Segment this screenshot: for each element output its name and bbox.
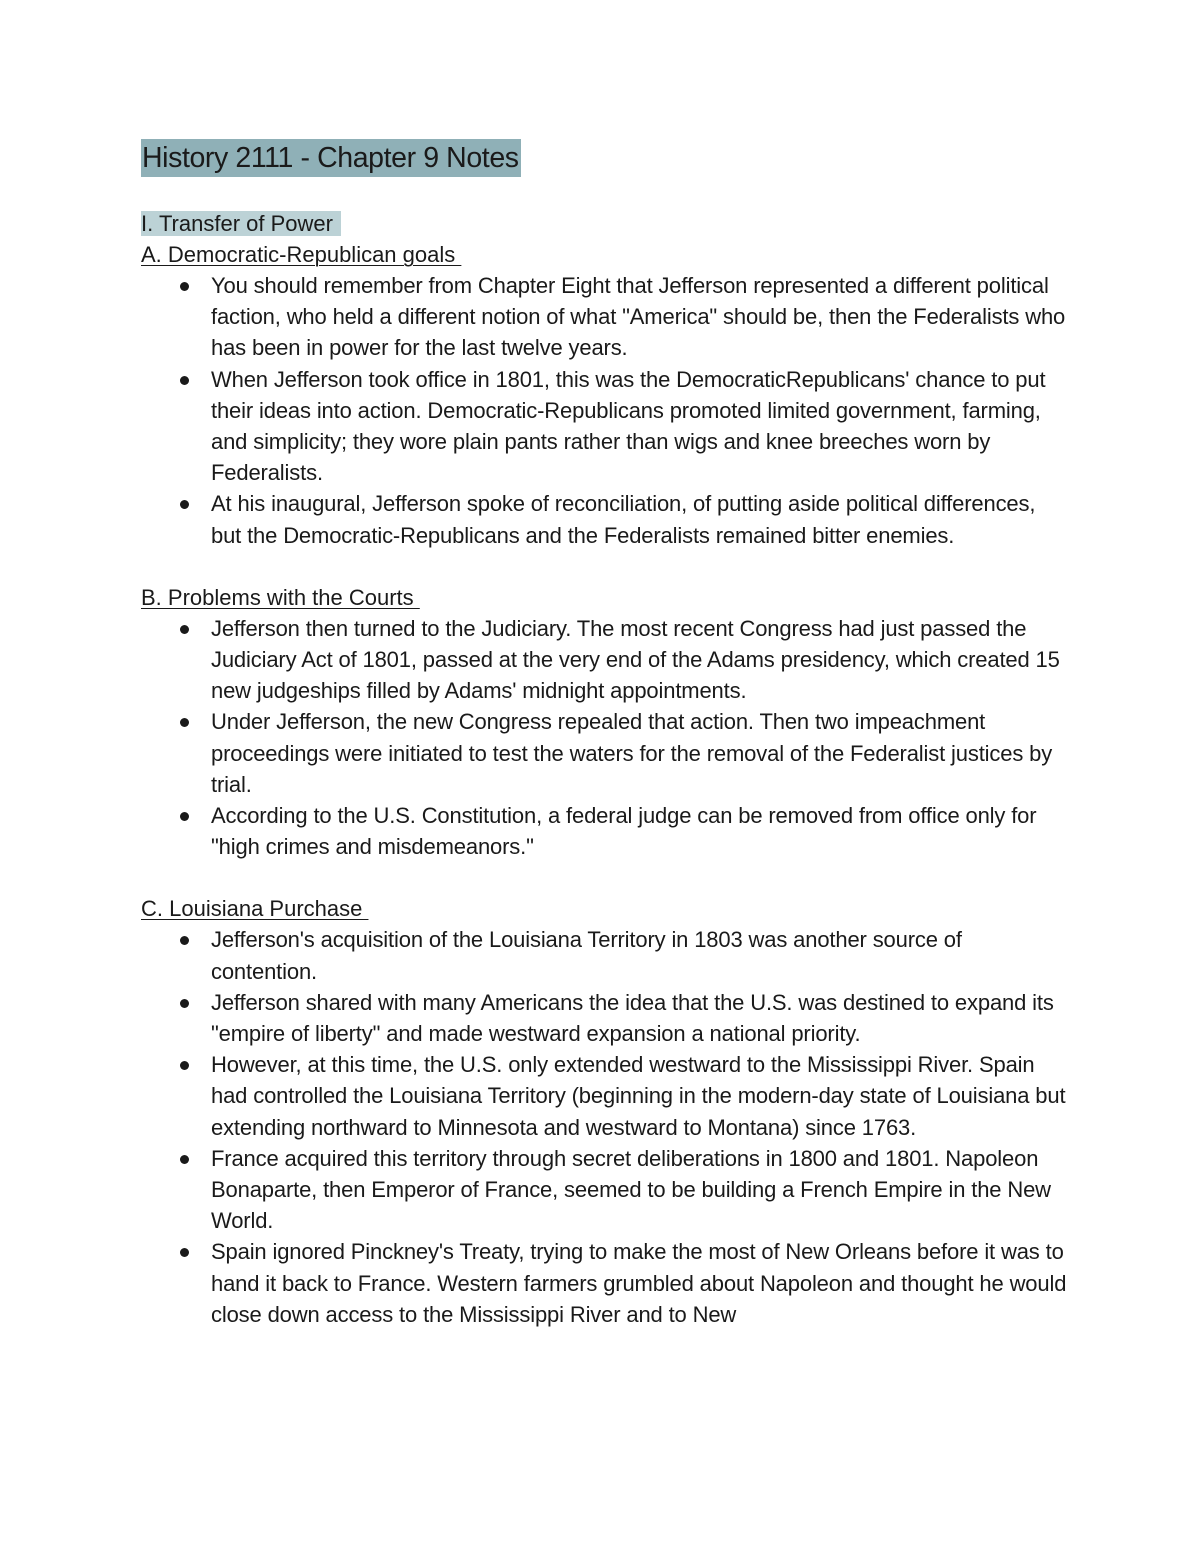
bullet-item bbox=[141, 270, 1071, 364]
bullet-dot-icon bbox=[180, 500, 189, 509]
bullet-item bbox=[141, 488, 1071, 550]
bullet-dot-icon bbox=[180, 999, 189, 1008]
bullet-text: You should remember from Chapter Eight that Jefferson represented a different political faction, who held a different notion of what "America" should be, then the Federalists who has been in power for the last twelve years. bbox=[211, 273, 1066, 361]
bullet-item bbox=[141, 613, 1071, 707]
bullet-dot-icon bbox=[180, 936, 189, 945]
bullet-dot-icon bbox=[180, 282, 189, 291]
bullet-list-c bbox=[141, 924, 1071, 1330]
bullet-dot-icon bbox=[180, 1061, 189, 1070]
bullet-item bbox=[141, 1049, 1071, 1143]
bullet-text: Jefferson shared with many Americans the idea that the U.S. was destined to expand its "empire of liberty" and made westward expansion a national priority. bbox=[211, 989, 1054, 1047]
bullet-text: Spain ignored Pinckney's Treaty, trying to make the most of New Orleans before it was to hand it back to France. Western farmers grumbled about Napoleon and thought he would close down access to the Mississippi River and to New bbox=[211, 1239, 1067, 1327]
subsection-heading-b: B. Problems with the Courts bbox=[141, 584, 420, 610]
bullet-item bbox=[141, 987, 1071, 1049]
subsection-heading-a: A. Democratic-Republican goals bbox=[141, 242, 462, 267]
bullet-item bbox=[141, 1143, 1071, 1237]
document-page bbox=[141, 139, 1071, 1330]
bullet-text: When Jefferson took office in 1801, this was the DemocraticRepublicans' chance to put their ideas into action. Democratic-Republicans promoted limited government, farming, and simplicity; they wore plain pants rather than wigs and knee breeches worn by Federalists. bbox=[211, 366, 1046, 486]
page-title: History 2111 - Chapter 9 Notes bbox=[141, 139, 521, 177]
bullet-item bbox=[141, 924, 1071, 986]
bullet-text: According to the U.S. Constitution, a federal judge can be removed from office only for "high crimes and misdemeanors." bbox=[211, 803, 1037, 860]
bullet-dot-icon bbox=[180, 812, 189, 821]
bullet-text: However, at this time, the U.S. only extended westward to the Mississippi River. Spain had controlled the Louisiana Territory (beginning in the modern-day state of Louisiana but extending northward to Minnesota and westward to Montana) since 1763. bbox=[211, 1052, 1066, 1140]
subsection-heading-c: C. Louisiana Purchase bbox=[141, 896, 369, 922]
bullet-dot-icon bbox=[180, 718, 189, 727]
bullet-dot-icon bbox=[180, 376, 189, 385]
bullet-text: Jefferson then turned to the Judiciary. The most recent Congress had just passed the Judiciary Act of 1801, passed at the very end of the Adams presidency, which created 15 new judgeships filled by Adams' midnight appointments. bbox=[211, 615, 1060, 704]
bullet-dot-icon bbox=[180, 1248, 189, 1257]
bullet-dot-icon bbox=[180, 1155, 189, 1164]
bullet-item bbox=[141, 706, 1071, 800]
bullet-item bbox=[141, 800, 1071, 862]
bullet-text: Under Jefferson, the new Congress repealed that action. Then two impeachment proceedings were initiated to test the waters for the removal of the Federalist justices by trial. bbox=[211, 709, 1053, 797]
bullet-item bbox=[141, 364, 1071, 489]
section-heading-text: I. Transfer of Power bbox=[141, 211, 341, 236]
section-heading bbox=[141, 208, 1071, 239]
bullet-text: France acquired this territory through secret deliberations in 1800 and 1801. Napoleon Bonaparte, then Emperor of France, seemed to be building a French Empire in the New World. bbox=[211, 1145, 1051, 1234]
bullet-text: At his inaugural, Jefferson spoke of reconciliation, of putting aside political differences, but the Democratic-Republicans and the Federalists remained bitter enemies. bbox=[211, 491, 1036, 548]
bullet-item bbox=[141, 1236, 1071, 1330]
bullet-dot-icon bbox=[180, 625, 189, 634]
bullet-list-b bbox=[141, 613, 1071, 863]
bullet-list-a bbox=[141, 270, 1071, 551]
bullet-text: Jefferson's acquisition of the Louisiana Territory in 1803 was another source of contention. bbox=[211, 927, 962, 984]
